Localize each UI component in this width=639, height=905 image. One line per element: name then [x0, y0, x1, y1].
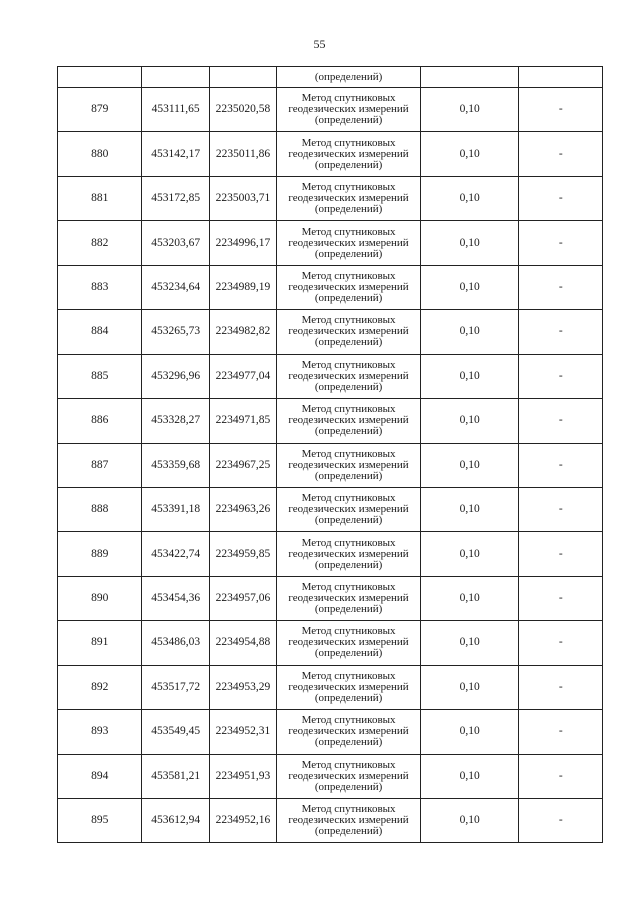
cell-x: 453359,68 [142, 443, 209, 487]
cell-x: 453265,73 [142, 310, 209, 354]
method-line: геодезических измерений [288, 636, 409, 649]
cell-y: 2235003,71 [209, 176, 276, 220]
cell-x: 453234,64 [142, 265, 209, 309]
cell-method [277, 754, 421, 798]
cell-x: 453454,36 [142, 576, 209, 620]
cell-method [277, 665, 421, 709]
table-body [58, 67, 603, 843]
cell-method [277, 221, 421, 265]
table-row [58, 310, 603, 354]
cell-y: 2234977,04 [209, 354, 276, 398]
method-line: Метод спутниковых [301, 181, 396, 194]
cell-point-number: 893 [58, 710, 142, 754]
cell-note: - [519, 621, 603, 665]
cell-method [277, 176, 421, 220]
method-line: (определений) [314, 469, 383, 482]
cell-y: 2234963,26 [209, 487, 276, 531]
cell-note: - [519, 310, 603, 354]
method-line: Метод спутниковых [301, 581, 396, 594]
cell-y: 2234959,85 [209, 532, 276, 576]
cell-accuracy: 0,10 [420, 576, 519, 620]
method-line: геодезических измерений [288, 236, 409, 249]
cell-method [277, 132, 421, 176]
cell-y: 2234967,25 [209, 443, 276, 487]
cell-y: 2234996,17 [209, 221, 276, 265]
method-line: Метод спутниковых [301, 136, 396, 149]
method-line: геодезических измерений [288, 592, 409, 605]
cell-y: 2234957,06 [209, 576, 276, 620]
cell-x: 453517,72 [142, 665, 209, 709]
cell-point-number: 889 [58, 532, 142, 576]
method-line: геодезических измерений [288, 547, 409, 560]
method-line: геодезических измерений [288, 725, 409, 738]
coordinates-table [57, 66, 603, 843]
table-row [58, 443, 603, 487]
method-line: (определений) [314, 514, 383, 527]
cell-method [277, 310, 421, 354]
cell-x [142, 67, 209, 88]
cell-point-number: 895 [58, 799, 142, 843]
cell-accuracy: 0,10 [420, 487, 519, 531]
table-row [58, 799, 603, 843]
cell-y: 2234989,19 [209, 265, 276, 309]
cell-point-number: 891 [58, 621, 142, 665]
cell-method [277, 354, 421, 398]
method-line: Метод спутниковых [301, 403, 396, 416]
method-line: геодезических измерений [288, 414, 409, 427]
method-line: Метод спутниковых [301, 758, 396, 771]
cell-y: 2235020,58 [209, 88, 276, 132]
method-line: геодезических измерений [288, 680, 409, 693]
cell-note: - [519, 710, 603, 754]
method-line: Метод спутниковых [301, 714, 396, 727]
cell-note: - [519, 443, 603, 487]
cell-method [277, 710, 421, 754]
method-line: Метод спутниковых [301, 269, 396, 282]
cell-note: - [519, 754, 603, 798]
cell-accuracy: 0,10 [420, 754, 519, 798]
table-row [58, 265, 603, 309]
cell-note: - [519, 176, 603, 220]
cell-method [277, 443, 421, 487]
table-row [58, 710, 603, 754]
table-row [58, 132, 603, 176]
cell-y: 2234952,16 [209, 799, 276, 843]
method-line: Метод спутниковых [301, 358, 396, 371]
cell-method [277, 265, 421, 309]
method-line: (определений) [314, 558, 383, 571]
cell-accuracy: 0,10 [420, 665, 519, 709]
cell-point-number: 892 [58, 665, 142, 709]
method-line: (определений) [314, 736, 383, 749]
cell-point-number: 887 [58, 443, 142, 487]
cell-note: - [519, 799, 603, 843]
cell-accuracy: 0,10 [420, 443, 519, 487]
continuation-row [58, 67, 603, 88]
method-line: Метод спутниковых [301, 669, 396, 682]
cell-y: 2234951,93 [209, 754, 276, 798]
method-line: Метод спутниковых [301, 447, 396, 460]
cell-x: 453549,45 [142, 710, 209, 754]
cell-y [209, 67, 276, 88]
table-row [58, 532, 603, 576]
method-line: Метод спутниковых [301, 492, 396, 505]
cell-x: 453296,96 [142, 354, 209, 398]
method-line: (определений) [314, 647, 383, 660]
table-row [58, 665, 603, 709]
cell-note: - [519, 132, 603, 176]
cell-method [277, 532, 421, 576]
cell-point-number: 894 [58, 754, 142, 798]
cell-accuracy: 0,10 [420, 132, 519, 176]
cell-y: 2234954,88 [209, 621, 276, 665]
cell-point-number: 882 [58, 221, 142, 265]
method-line: геодезических измерений [288, 103, 409, 116]
method-line: (определений) [314, 603, 383, 616]
cell-y: 2234982,82 [209, 310, 276, 354]
cell-point-number: 883 [58, 265, 142, 309]
cell-method [277, 487, 421, 531]
cell-point-number: 885 [58, 354, 142, 398]
cell-point-number: 890 [58, 576, 142, 620]
cell-x: 453172,85 [142, 176, 209, 220]
cell-y: 2234971,85 [209, 399, 276, 443]
table-row [58, 487, 603, 531]
cell-x: 453422,74 [142, 532, 209, 576]
page-number: 55 [313, 37, 326, 51]
cell-accuracy [420, 67, 519, 88]
method-line: геодезических измерений [288, 325, 409, 338]
table-row [58, 176, 603, 220]
method-line: Метод спутниковых [301, 625, 396, 638]
table-row [58, 221, 603, 265]
cell-point-number [58, 67, 142, 88]
cell-note: - [519, 487, 603, 531]
table-row [58, 621, 603, 665]
cell-accuracy: 0,10 [420, 710, 519, 754]
method-line: Метод спутниковых [301, 314, 396, 327]
method-line: (определений) [314, 158, 383, 171]
cell-accuracy: 0,10 [420, 799, 519, 843]
cell-x: 453142,17 [142, 132, 209, 176]
cell-note: - [519, 265, 603, 309]
cell-point-number: 884 [58, 310, 142, 354]
cell-accuracy: 0,10 [420, 621, 519, 665]
method-line: геодезических измерений [288, 769, 409, 782]
cell-y: 2235011,86 [209, 132, 276, 176]
method-line: (определений) [314, 203, 383, 216]
cell-accuracy: 0,10 [420, 532, 519, 576]
cell-method [277, 88, 421, 132]
method-line: (определений) [314, 247, 383, 260]
method-line: (определений) [314, 780, 383, 793]
cell-method [277, 576, 421, 620]
cell-x: 453612,94 [142, 799, 209, 843]
cell-note [519, 67, 603, 88]
cell-accuracy: 0,10 [420, 310, 519, 354]
method-line: (определений) [314, 336, 383, 349]
cell-x: 453486,03 [142, 621, 209, 665]
cell-note: - [519, 88, 603, 132]
method-line: Метод спутниковых [301, 803, 396, 816]
cell-point-number: 888 [58, 487, 142, 531]
cell-x: 453581,21 [142, 754, 209, 798]
cell-note: - [519, 399, 603, 443]
table-row [58, 576, 603, 620]
method-line: геодезических измерений [288, 147, 409, 160]
method-line: Метод спутниковых [301, 225, 396, 238]
method-line: геодезических измерений [288, 814, 409, 827]
cell-accuracy: 0,10 [420, 88, 519, 132]
cell-note: - [519, 354, 603, 398]
method-line: Метод спутниковых [301, 536, 396, 549]
method-line: (определений) [314, 380, 383, 393]
cell-accuracy: 0,10 [420, 221, 519, 265]
method-line: Метод спутниковых [301, 92, 396, 105]
cell-x: 453203,67 [142, 221, 209, 265]
method-line: геодезических измерений [288, 280, 409, 293]
method-line: (определений) [314, 425, 383, 438]
method-line: геодезических измерений [288, 503, 409, 516]
cell-note: - [519, 221, 603, 265]
table-row [58, 88, 603, 132]
method-line: геодезических измерений [288, 458, 409, 471]
cell-method [277, 399, 421, 443]
cell-method: (определений) [277, 67, 421, 88]
cell-accuracy: 0,10 [420, 265, 519, 309]
cell-point-number: 879 [58, 88, 142, 132]
cell-x: 453328,27 [142, 399, 209, 443]
cell-accuracy: 0,10 [420, 354, 519, 398]
cell-method [277, 621, 421, 665]
cell-note: - [519, 665, 603, 709]
cell-point-number: 880 [58, 132, 142, 176]
cell-point-number: 881 [58, 176, 142, 220]
table-row [58, 754, 603, 798]
cell-accuracy: 0,10 [420, 399, 519, 443]
method-line: (определений) [314, 691, 383, 704]
cell-x: 453391,18 [142, 487, 209, 531]
method-line: геодезических измерений [288, 192, 409, 205]
method-line: (определений) [314, 291, 383, 304]
cell-method [277, 799, 421, 843]
method-line: геодезических измерений [288, 369, 409, 382]
cell-point-number: 886 [58, 399, 142, 443]
table-row [58, 399, 603, 443]
cell-note: - [519, 532, 603, 576]
cell-y: 2234953,29 [209, 665, 276, 709]
cell-note: - [519, 576, 603, 620]
cell-y: 2234952,31 [209, 710, 276, 754]
cell-x: 453111,65 [142, 88, 209, 132]
method-line: (определений) [314, 114, 383, 127]
cell-accuracy: 0,10 [420, 176, 519, 220]
method-line: (определений) [314, 825, 383, 838]
table-row [58, 354, 603, 398]
